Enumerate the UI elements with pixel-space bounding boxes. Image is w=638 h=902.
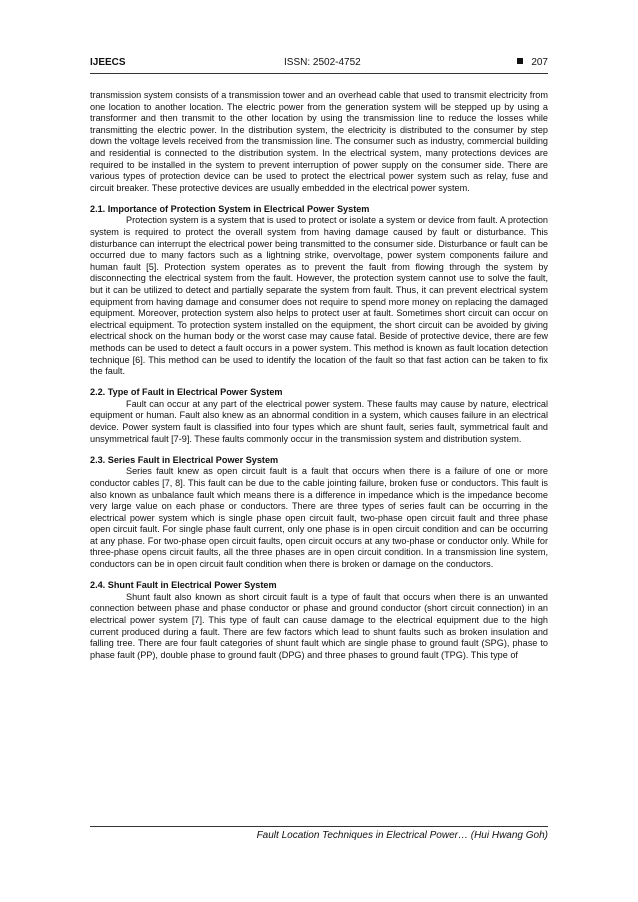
section-heading-2-4: 2.4. Shunt Fault in Electrical Power System <box>90 580 277 591</box>
section-paragraph-2-1: Protection system is a system that is used to protect or isolate a system or device from fault. A protection system is required to protect the overall system from having damage caused by fault or disturbance. This disturbance can interrupt the electrical power being transmitted to the consumer side. Disturbance or fault can be occurred due to many factors such as a lightning strike, overvoltage, power system components failure and human fault [5]. Protection system operates as to prevent the fault from flowing through the system by disconnecting the electrical system from the fault. However, the protection system cannot use to solve the fault, but it can be utilized to detect and partially separate the system from fault. Thus, it can prevent electrical system equipment from having damage and consumer does not require to spend more money on replacing the damaged equipment. Moreover, protection system also helps to protect user at fault. Sometimes short circuit can occur on electrical equipment. To protection system installed on the equipment, the short circuit can be avoided by giving electrical shock on the human body or the worst case may cause fatal. Beside of protective device, there are few methods can be used to detect a fault occurs in a power system. This method is known as fault location detection technique [6]. This method can be used to identify the location of the fault so that fast action can be taken to fix the fault. <box>90 215 548 377</box>
running-title: Fault Location Techniques in Electrical Power… (Hui Hwang Goh) <box>256 830 548 841</box>
section-heading-2-1: 2.1. Importance of Protection System in Electrical Power System <box>90 203 370 214</box>
section-gap <box>90 445 548 455</box>
section-gap <box>90 571 548 581</box>
section-heading-2-3: 2.3. Series Fault in Electrical Power System <box>90 454 279 465</box>
page-footer <box>90 826 548 846</box>
page-number: 207 <box>531 57 548 68</box>
intro-paragraph: transmission system consists of a transmission tower and an overhead cable that used to transmit electricity from one location to another location. The electric power from the generation system will be stepped up by using a transformer and then transmit to the other location by using the transmission line to reduce the losses while transmitting the electric power. In the distribution system, the electricity is distributed to the consumer by step down the voltage levels received from the transmission line. The consumer such as industry, commercial building and residential is connected to the distribution system. In the electrical system, many protections devices are required to be installed in the system to prevent interruption of power supply on the consumer side. There are various types of protection device can be used to protect the electrical power system such as relay, fuse and circuit breaker. These protective devices are usually embedded in the electrical power system. <box>90 90 548 193</box>
page-number-group <box>517 56 548 70</box>
article-body <box>90 90 548 661</box>
footer-rule <box>90 826 548 827</box>
journal-name: IJEECS <box>90 57 126 68</box>
square-bullet-icon <box>517 58 523 64</box>
section-gap <box>90 378 548 388</box>
section-heading-2-2: 2.2. Type of Fault in Electrical Power System <box>90 387 283 398</box>
header-rule <box>90 73 548 74</box>
section-paragraph-2-2: Fault can occur at any part of the electrical power system. These faults may cause by nature, electrical equipment or human. Fault also knew as an abnormal condition in a system, which causes failure in an electrical device. Power system fault is classified into four types which are shunt fault, series fault, symmetrical fault and unsymmetrical fault [7-9]. These faults commonly occur in the transmission system and distribution system. <box>90 398 548 444</box>
section-gap <box>90 194 548 204</box>
section-paragraph-2-3: Series fault knew as open circuit fault is a fault that occurs when there is a failure of one or more conductor cables [7, 8]. This fault can be due to the cable jointing failure, broken fuse or conductors. This fault is also known as unbalance fault which means there is a difference in impedance which is the impedance become very large value on each phase or conductors. There are three types of series fault can be occurring in the electrical power system which is single phase open circuit fault, two-phase open circuit fault and three phase open circuit fault. For single phase fault current, only one phase is in open circuit condition and can be occurring at any phase. For two-phase open circuit faults, open circuit occurs at any two-phase or conductor only. While for three-phase opens circuit faults, all the three phases are in open circuit condition. In a transmission line system, conductors can be in open circuit fault condition when there is broken or damage on the conductors. <box>90 466 548 570</box>
section-paragraph-2-4: Shunt fault also known as short circuit fault is a type of fault that occurs when there is an unwanted connection between phase and phase conductor or phase and ground conductor (short circuit connection) in an electrical power system [7]. This type of fault can cause damage to the electrical equipment due to the high current produced during a fault. There are few factors which lead to shunt faults such as broken insulation and falling tree. There are four fault categories of shunt fault which are single phase to ground fault (SPG), phase to phase fault (PP), double phase to ground fault (DPG) and three phases to ground fault (TPG). This type of <box>90 591 548 660</box>
issn-label: ISSN: 2502-4752 <box>284 57 361 68</box>
page-header <box>90 56 548 74</box>
